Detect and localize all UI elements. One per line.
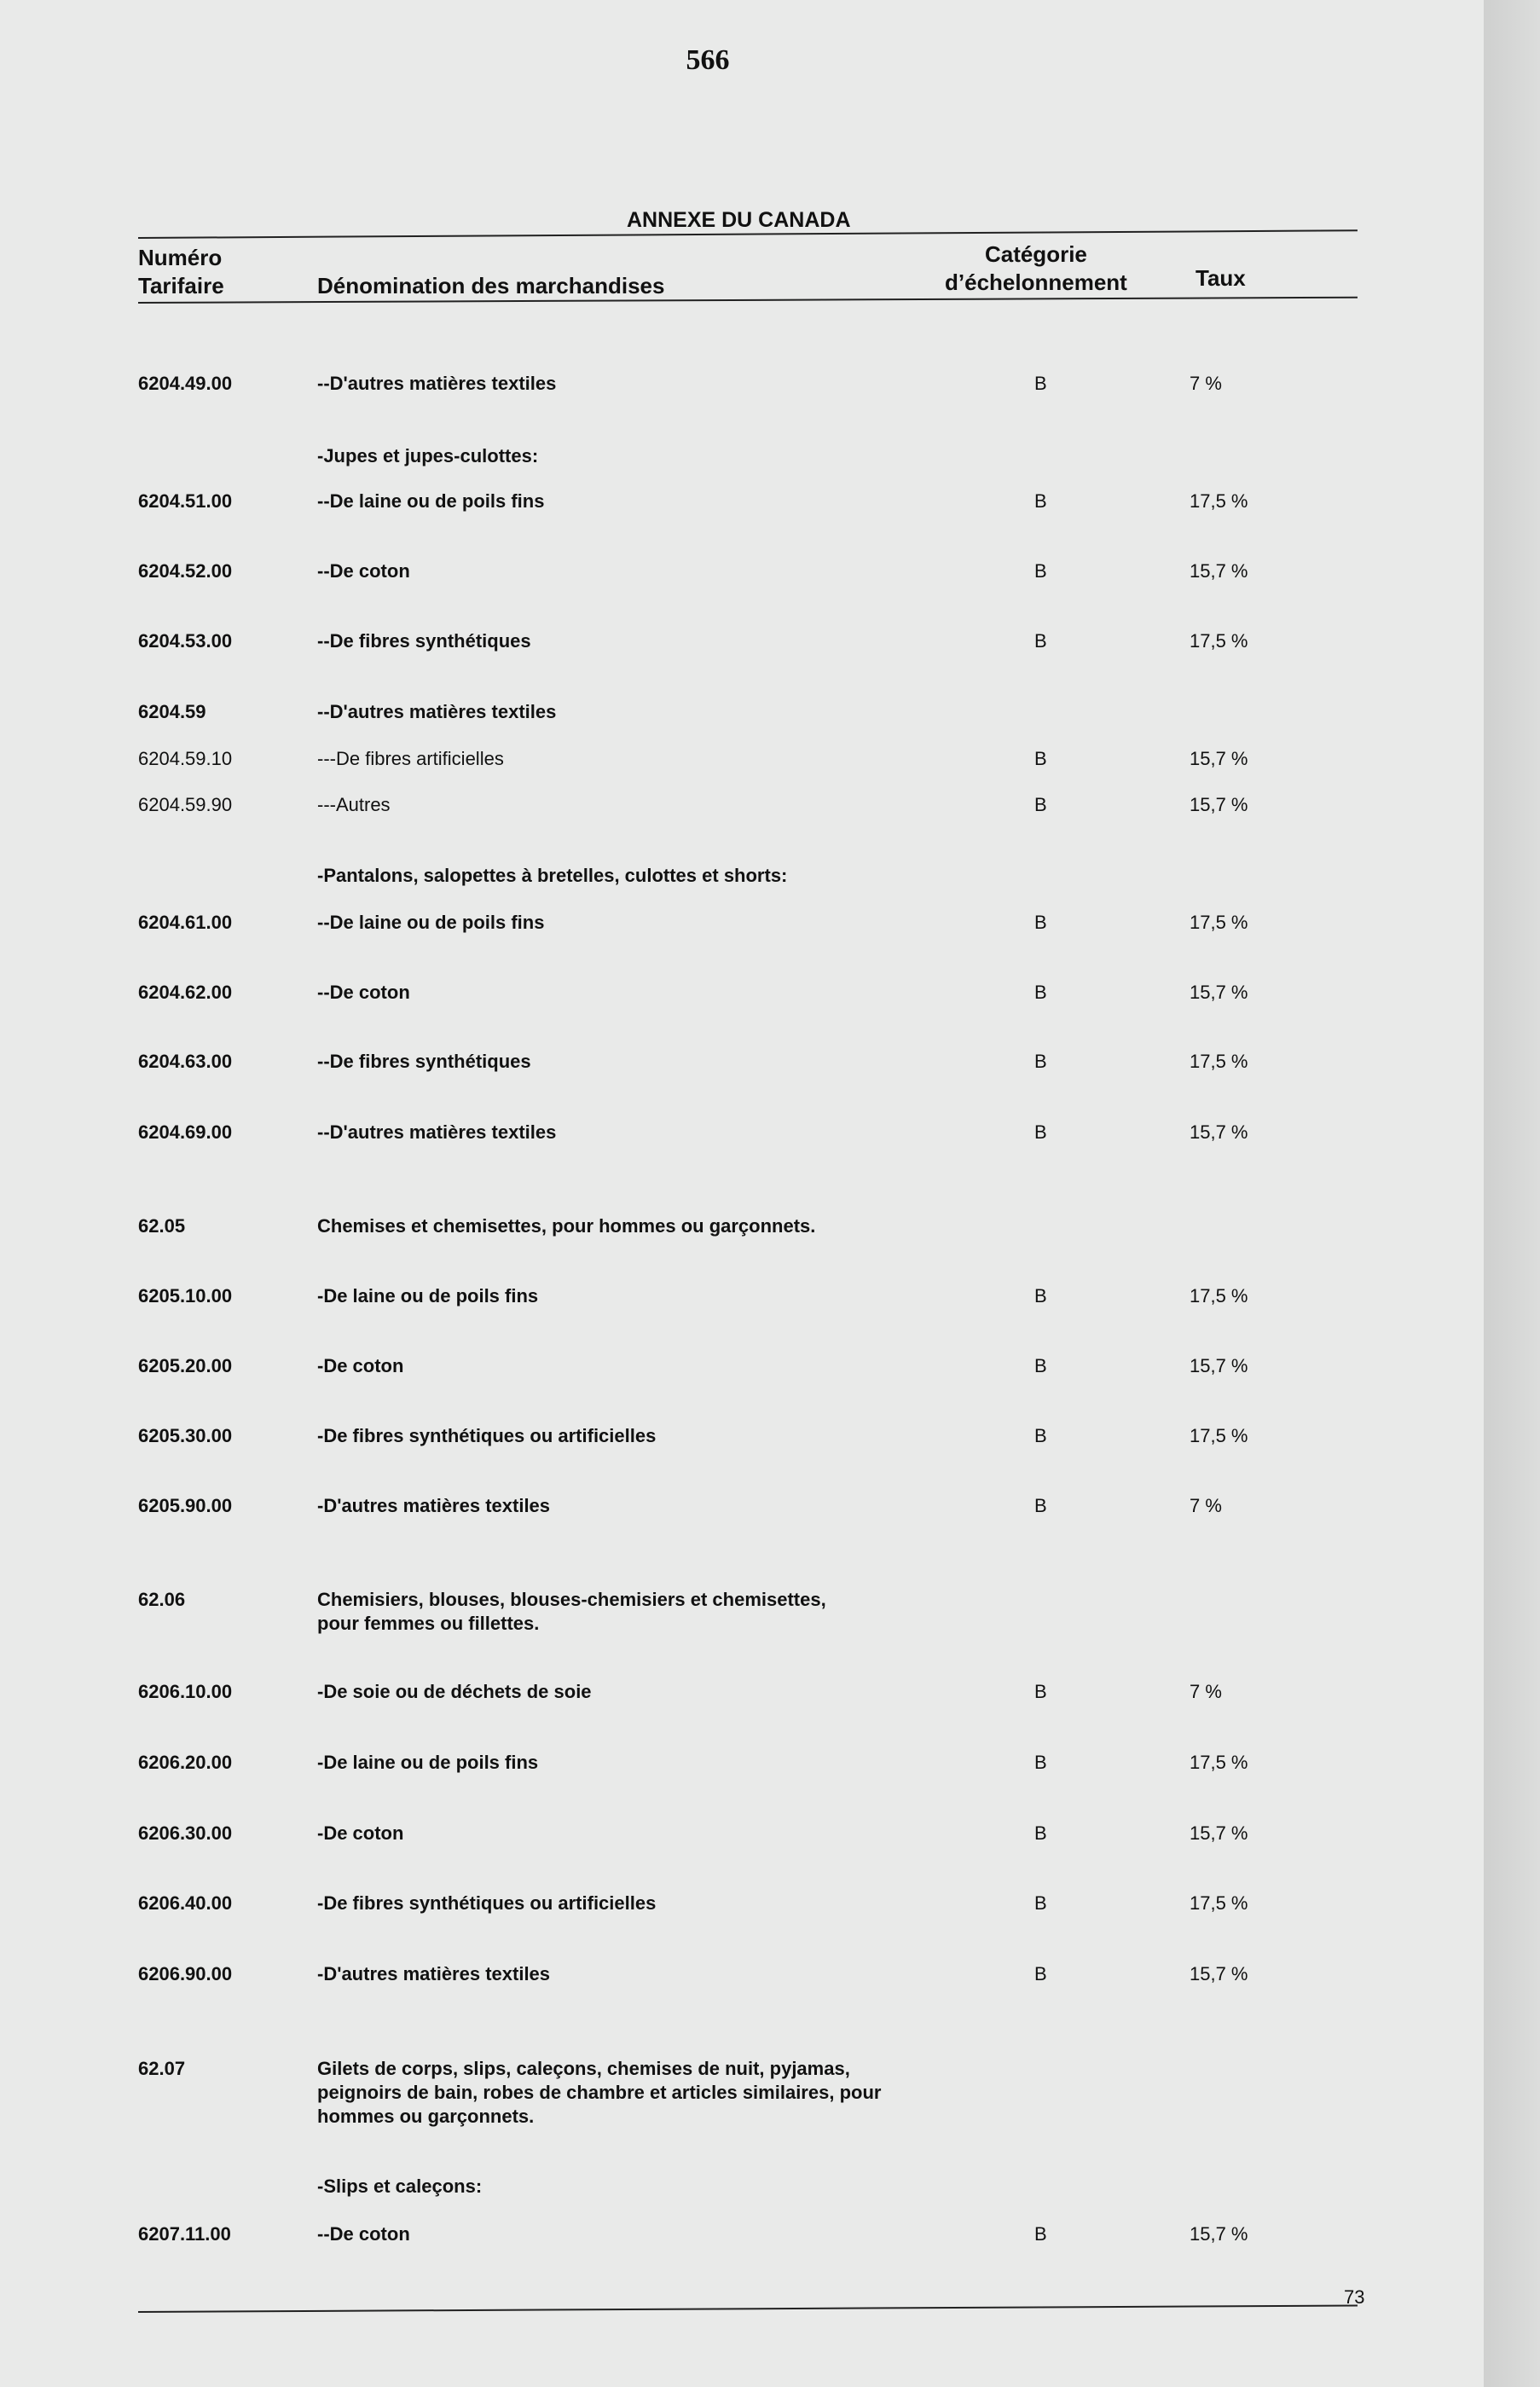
tariff-number: 6206.20.00 — [138, 1752, 233, 1773]
tariff-rate: 17,5 % — [1190, 1892, 1248, 1914]
goods-description: --De fibres synthétiques — [317, 1051, 531, 1072]
staging-category: B — [1034, 630, 1047, 652]
goods-description: -De fibres synthétiques ou artificielles — [317, 1425, 657, 1446]
annex-title: ANNEXE DU CANADA — [627, 208, 851, 232]
staging-category: B — [1034, 748, 1047, 769]
goods-description: -De laine ou de poils fins — [317, 1285, 539, 1306]
tariff-number: 6205.10.00 — [138, 1285, 233, 1306]
tariff-number: 6204.62.00 — [138, 982, 233, 1003]
column-header-rate: Taux — [1196, 265, 1246, 291]
tariff-rate: 15,7 % — [1190, 1121, 1248, 1143]
goods-description: -Slips et caleçons: — [317, 2176, 483, 2197]
column-header-description: Dénomination des marchandises — [317, 273, 665, 298]
column-header-category-line2: d’échelonnement — [945, 269, 1127, 295]
goods-description: -De coton — [317, 1822, 404, 1844]
tariff-number: 6204.59 — [138, 701, 206, 722]
tariff-number: 6204.52.00 — [138, 560, 233, 582]
heading-number: 62.06 — [138, 1589, 186, 1610]
goods-description: -Pantalons, salopettes à bretelles, culottes et shorts: — [317, 865, 788, 886]
tariff-rate: 15,7 % — [1190, 1355, 1248, 1376]
tariff-number: 6206.30.00 — [138, 1822, 233, 1844]
tariff-rate: 15,7 % — [1190, 560, 1248, 582]
tariff-number: 6204.59.90 — [138, 794, 233, 815]
staging-category: B — [1034, 982, 1047, 1003]
goods-description: --De coton — [317, 560, 410, 582]
goods-description: --D'autres matières textiles — [317, 373, 557, 394]
page-edge-shadow — [1484, 0, 1540, 2387]
staging-category: B — [1034, 1121, 1047, 1143]
staging-category: B — [1034, 1752, 1047, 1773]
page-number: 566 — [686, 44, 730, 76]
column-header-number-line2: Tarifaire — [138, 273, 224, 298]
tariff-rate: 15,7 % — [1190, 1822, 1248, 1844]
column-header-number-line1: Numéro — [138, 245, 223, 270]
goods-description: -De soie ou de déchets de soie — [317, 1681, 592, 1702]
tariff-rate: 7 % — [1190, 1681, 1222, 1702]
tariff-number: 6205.20.00 — [138, 1355, 233, 1376]
tariff-number: 6204.61.00 — [138, 912, 233, 933]
staging-category: B — [1034, 794, 1047, 815]
column-header-category-line1: Catégorie — [984, 241, 1087, 267]
goods-description: --De laine ou de poils fins — [317, 490, 545, 512]
tariff-number: 6204.59.10 — [138, 748, 233, 769]
staging-category: B — [1034, 1963, 1047, 1984]
staging-category: B — [1034, 1285, 1047, 1306]
tariff-rate: 17,5 % — [1190, 1752, 1248, 1773]
staging-category: B — [1034, 560, 1047, 582]
tariff-rate: 17,5 % — [1190, 1425, 1248, 1446]
tariff-number: 6204.69.00 — [138, 1121, 233, 1143]
goods-description: --D'autres matières textiles — [317, 1121, 557, 1143]
tariff-number: 6205.90.00 — [138, 1495, 233, 1516]
footer-rule — [138, 2305, 1358, 2313]
tariff-number: 6204.51.00 — [138, 490, 233, 512]
tariff-number: 6204.63.00 — [138, 1051, 233, 1072]
staging-category: B — [1034, 912, 1047, 933]
goods-description: -De coton — [317, 1355, 404, 1376]
goods-description: Gilets de corps, slips, caleçons, chemises de nuit, pyjamas, peignoirs de bain, robes de chambre et articles similaires, pour hommes ou garçonnets. — [317, 2058, 882, 2127]
goods-description: -De fibres synthétiques ou artificielles — [317, 1892, 657, 1914]
tariff-rate: 7 % — [1190, 373, 1222, 394]
tariff-rate: 17,5 % — [1190, 630, 1248, 652]
tariff-number: 6207.11.00 — [138, 2223, 231, 2245]
tariff-rate: 15,7 % — [1190, 2223, 1248, 2245]
column-header-number — [138, 244, 224, 300]
staging-category: B — [1034, 1425, 1047, 1446]
staging-category: B — [1034, 2223, 1047, 2245]
staging-category: B — [1034, 490, 1047, 512]
tariff-number: 6206.10.00 — [138, 1681, 233, 1702]
goods-description: -De laine ou de poils fins — [317, 1752, 539, 1773]
tariff-rate: 15,7 % — [1190, 794, 1248, 815]
tariff-number: 6204.49.00 — [138, 373, 233, 394]
tariff-number: 6205.30.00 — [138, 1425, 233, 1446]
tariff-number: 6206.90.00 — [138, 1963, 233, 1984]
tariff-rate: 17,5 % — [1190, 1051, 1248, 1072]
goods-description: --De laine ou de poils fins — [317, 912, 545, 933]
tariff-rate: 7 % — [1190, 1495, 1222, 1516]
tariff-number: 6206.40.00 — [138, 1892, 233, 1914]
corner-page-number: 73 — [1344, 2286, 1365, 2308]
heading-number: 62.07 — [138, 2058, 186, 2079]
goods-description: ---De fibres artificielles — [317, 748, 504, 769]
goods-description: -D'autres matières textiles — [317, 1495, 551, 1516]
goods-description: --D'autres matières textiles — [317, 701, 557, 722]
goods-description: -Jupes et jupes-culottes: — [317, 445, 539, 466]
goods-description: --De fibres synthétiques — [317, 630, 531, 652]
staging-category: B — [1034, 1892, 1047, 1914]
column-header-category — [945, 240, 1127, 297]
tariff-rate: 15,7 % — [1190, 748, 1248, 769]
staging-category: B — [1034, 373, 1047, 394]
staging-category: B — [1034, 1822, 1047, 1844]
heading-number: 62.05 — [138, 1215, 186, 1237]
goods-description: Chemises et chemisettes, pour hommes ou garçonnets. — [317, 1215, 816, 1237]
tariff-rate: 15,7 % — [1190, 982, 1248, 1003]
tariff-rate: 17,5 % — [1190, 912, 1248, 933]
tariff-rate: 17,5 % — [1190, 490, 1248, 512]
staging-category: B — [1034, 1681, 1047, 1702]
goods-description: Chemisiers, blouses, blouses-chemisiers et chemisettes, pour femmes ou fillettes. — [317, 1589, 826, 1634]
goods-description: --De coton — [317, 2223, 410, 2245]
goods-description: ---Autres — [317, 794, 391, 815]
staging-category: B — [1034, 1355, 1047, 1376]
goods-description: --De coton — [317, 982, 410, 1003]
staging-category: B — [1034, 1495, 1047, 1516]
tariff-rate: 15,7 % — [1190, 1963, 1248, 1984]
tariff-number: 6204.53.00 — [138, 630, 233, 652]
tariff-rate: 17,5 % — [1190, 1285, 1248, 1306]
goods-description: -D'autres matières textiles — [317, 1963, 551, 1984]
staging-category: B — [1034, 1051, 1047, 1072]
